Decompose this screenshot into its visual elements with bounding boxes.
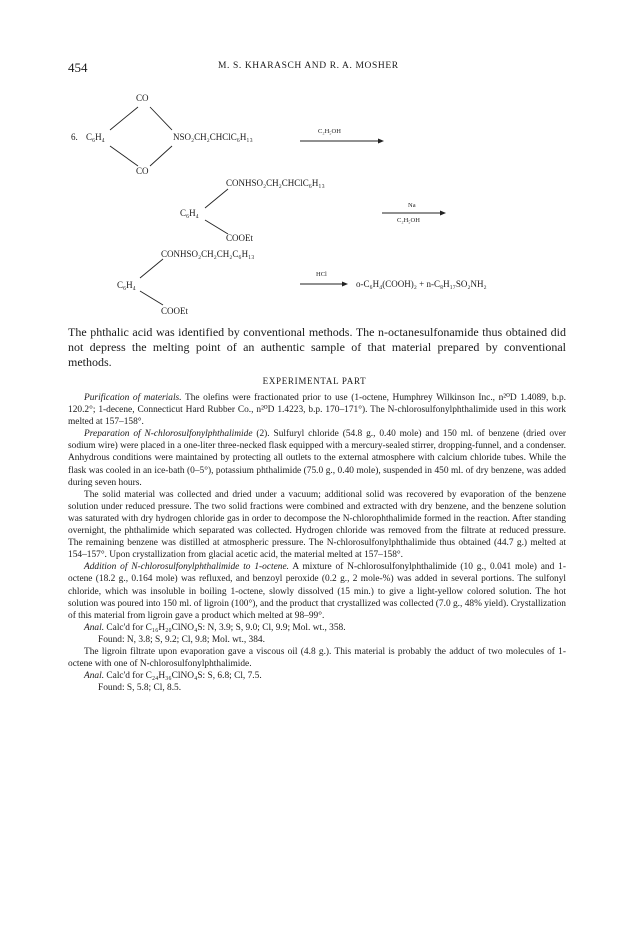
running-head: M. S. KHARASCH AND R. A. MOSHER bbox=[218, 61, 399, 71]
reagent-sodium: Na bbox=[408, 202, 416, 209]
purification-body: The olefins were fractionated prior to use (1-octene, Humphrey Wilkinson Inc., n²⁰D 1.4089, b.p. 120.2°; 1-decene, Connecticut Hard Rubber Co., n²⁰D 1.4223, b.p. 170–171°). The N-chlorosulfonylphthalimide used in this work melted at 157–158°. bbox=[68, 393, 566, 428]
page-number: 454 bbox=[68, 60, 88, 75]
experimental-text bbox=[68, 392, 566, 694]
reagent-ethanol: C₂H₅OH bbox=[318, 128, 341, 135]
reagent-ethanol-2: C₂H₅OH bbox=[397, 217, 420, 224]
sulfonyl-imide-group: NSO₂CH₂CHClC₆H₁₃ bbox=[173, 132, 253, 142]
analysis-1-label: Anal. bbox=[84, 622, 105, 633]
intermediate2-amide: CONHSO₂CH₂CH₂C₆H₁₃ bbox=[161, 249, 255, 259]
intro-paragraph: The phthalic acid was identified by conventional methods. The n-octanesulfonamide thus obtained did not depress the melting point of an authentic sample of that material prepared by conventional methods. bbox=[68, 325, 566, 369]
analysis-1 bbox=[68, 622, 566, 634]
carbonyl-top: CO bbox=[136, 93, 149, 103]
analysis-2-calc: Calc'd for C₂₄H₃₆ClNO₄S: S, 6.8; Cl, 7.5. bbox=[104, 671, 262, 682]
intermediate1-ester: COOEt bbox=[226, 233, 253, 243]
purification-title: Purification of materials. bbox=[84, 393, 182, 403]
intermediate2-ester: COOEt bbox=[161, 306, 188, 316]
preparation-paragraph bbox=[68, 428, 566, 488]
addition-paragraph bbox=[68, 561, 566, 621]
preparation-body: (2). Sulfuryl chloride (54.8 g., 0.40 mole) and 150 ml. of benzene (dried over sodium wire) were placed in a one-liter three-necked flask equipped with a mercury-sealed stirrer, dropping-funnel, and a condenser. Anhydrous conditions were maintained by protecting all outlets to the external atmosphere with calcium chloride tubes. While the flask was cooled in an ice-bath (0–5°), potassium phthalimide (75.0 g., 0.40 mole), suspended in 450 ml. of dry benzene, was added during seven hours. bbox=[68, 429, 566, 488]
reaction-scheme bbox=[0, 0, 629, 330]
workup-paragraph: The solid material was collected and dried under a vacuum; additional solid was recovered by evaporation of the benzene solution under reduced pressure. The two solid fractions were combined and extracted with dry benzene, and the benzene solution was saturated with dry hydrogen chloride gas in order to decompose the N-chlorophthalimide formed in the reaction. After standing overnight, the phthalimide which separated was collected. Hydrogen chloride was removed from the filtrate at reduced pressure. The remaining benzene was distilled at atmospheric pressure. The N-chlorosulfonylphthalimide thus obtained (44.7 g.) melted at 154–157°. Upon crystallization from glacial acetic acid, the material melted at 157–158°. bbox=[68, 489, 566, 561]
addition-body: A mixture of N-chlorosulfonylphthalimide (10 g., 0.041 mole) and 1-octene (18.2 g., 0.164 mole) was refluxed, and benzoyl peroxide (0.2 g., 2 mole-%) was added in several portions. The sulfonyl chloride, which was insoluble in boiling 1-octene, slowly dissolved (15 min.) to give a light-yellow colored solution. The hot solution was poured into 150 ml. of ligroin (100°), and the product that crystallized was collected (7.0 g., 48% yield). Crystallization of this material from ligroin gave a product which melted at 98–99°. bbox=[68, 562, 566, 621]
analysis-1-calc: Calc'd for C₁₆H₂₀ClNO₄S: N, 3.9; S, 9.0; Cl, 9.9; Mol. wt., 358. bbox=[104, 622, 346, 633]
reagent-hcl: HCl bbox=[316, 271, 327, 278]
intermediate1-amide: CONHSO₂CH₂CHClC₆H₁₃ bbox=[226, 178, 325, 188]
carbonyl-bottom: CO bbox=[136, 166, 149, 176]
section-heading: EXPERIMENTAL PART bbox=[262, 376, 367, 386]
addition-title: Addition of N-chlorosulfonylphthalimide to 1-octene. bbox=[84, 562, 289, 573]
preparation-title: Preparation of N-chlorosulfonylphthalimide bbox=[84, 429, 253, 440]
found-2: Found: S, 5.8; Cl, 8.5. bbox=[98, 683, 182, 694]
intermediate2-ring: C₆H₄ bbox=[117, 280, 136, 290]
intermediate1-ring: C₆H₄ bbox=[180, 208, 199, 218]
filtrate-paragraph: The ligroin filtrate upon evaporation gave a viscous oil (4.8 g.). This material is probably the adduct of two molecules of 1-octene with one of N-chlorosulfonylphthalimide. bbox=[68, 646, 566, 670]
benzene-ring-label: C₆H₄ bbox=[86, 132, 105, 142]
purification-paragraph bbox=[68, 392, 566, 428]
equation-number: 6. bbox=[71, 132, 78, 142]
found-1: Found: N, 3.8; S, 9.2; Cl, 9.8; Mol. wt., 384. bbox=[98, 634, 265, 645]
analysis-2-label: Anal. bbox=[84, 671, 105, 682]
scheme-lines bbox=[0, 0, 629, 330]
analysis-2 bbox=[68, 670, 566, 682]
reaction-products: o-C₆H₄(COOH)₂ + n-C₈H₁₇SO₂NH₂ bbox=[356, 279, 487, 289]
